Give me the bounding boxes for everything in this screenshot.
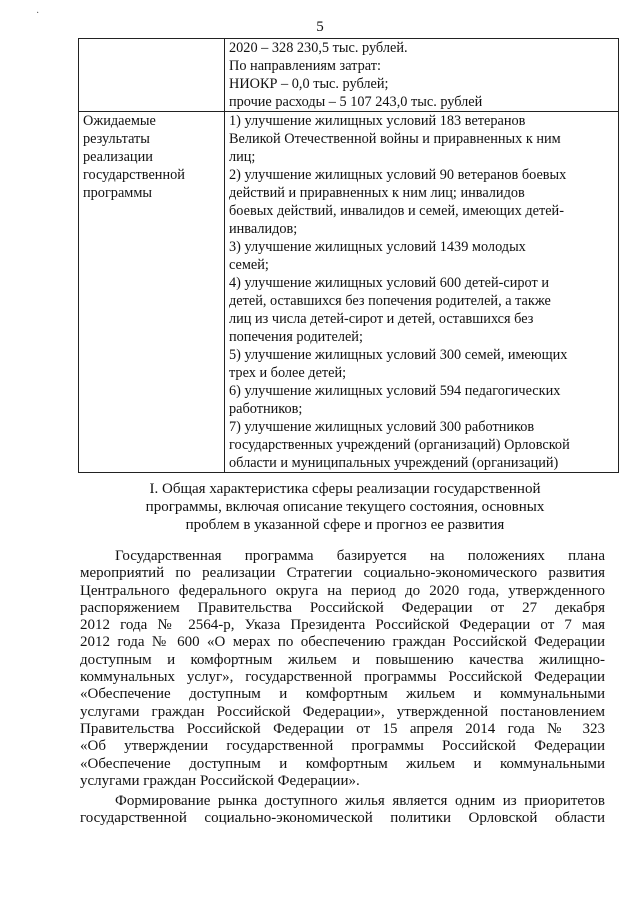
text-line: 1) улучшение жилищных условий 183 ветеранов	[229, 113, 526, 129]
paragraph-line: государственной социально-экономической политики Орловской области	[80, 810, 605, 827]
label-line: результаты	[83, 131, 150, 147]
text-line: боевых действий, инвалидов и семей, имеющих детей-	[229, 203, 564, 219]
paragraph-line: Правительства Российской Федерации от 15 апреля 2014 года № 323	[80, 720, 605, 737]
paragraph	[80, 793, 605, 828]
paragraph-line: «Обеспечение доступным и комфортным жильем и коммунальными	[80, 686, 605, 703]
row-label-cell	[79, 112, 225, 473]
text-line: трех и более детей;	[229, 365, 347, 381]
text-line: действий и приравненных к ним лиц; инвалидов	[229, 185, 525, 201]
section-heading	[80, 480, 610, 534]
heading-line: проблем в указанной сфере и прогноз ее развития	[185, 517, 505, 533]
text-line: лиц;	[229, 149, 256, 165]
row-label-cell	[79, 39, 225, 112]
paragraph-line: мероприятий по реализации Стратегии социально-экономического развития	[80, 565, 605, 582]
paragraph-line: 2012 года № 600 «О мерах по обеспечению граждан Российской Федерации	[80, 634, 605, 651]
paragraph-line: услугами граждан Российской Федерации».	[80, 772, 360, 789]
text-line: Великой Отечественной войны и приравненных к ним	[229, 131, 561, 147]
heading-line: I. Общая характеристика сферы реализации государственной	[149, 481, 541, 497]
row-value-cell	[225, 112, 619, 473]
paragraph-line: доступным и комфортным жильем и повышению качества жилищно-	[80, 651, 605, 668]
label-line: программы	[83, 185, 153, 201]
label-line: государственной	[83, 167, 185, 183]
paragraph-line: распоряжением Правительства Российской Федерации от 27 декабря	[80, 599, 605, 616]
row-value-cell	[225, 39, 619, 112]
text-line: инвалидов;	[229, 221, 298, 237]
text-line: 6) улучшение жилищных условий 594 педагогических	[229, 383, 561, 399]
text-line: прочие расходы – 5 107 243,0 тыс. рублей	[229, 94, 483, 110]
label-line: Ожидаемые	[83, 113, 156, 129]
text-line: работников;	[229, 401, 303, 417]
paragraph	[80, 548, 605, 790]
paragraph-line: 2012 года № 2564-р, Указа Президента Российской Федерации от 7 мая	[80, 617, 605, 634]
text-line: государственных учреждений (организаций) Орловской	[229, 437, 570, 453]
text-line: 5) улучшение жилищных условий 300 семей, имеющих	[229, 347, 568, 363]
text-line: НИОКР – 0,0 тыс. рублей;	[229, 76, 389, 92]
paragraph-line: Формирование рынка доступного жилья является одним из приоритетов	[115, 793, 605, 810]
table-row	[79, 39, 619, 112]
text-line: По направлениям затрат:	[229, 58, 381, 74]
paragraph-line: «Об утверждении государственной программы Российской Федерации	[80, 738, 605, 755]
page-number: 5	[316, 19, 324, 35]
text-line: 2) улучшение жилищных условий 90 ветеранов боевых	[229, 167, 567, 183]
label-line: реализации	[83, 149, 153, 165]
paragraph-line: коммунальных услуг», государственной программы Российской Федерации	[80, 669, 605, 686]
paragraph-line: «Обеспечение доступным и комфортным жильем и коммунальными	[80, 755, 605, 772]
scan-mark: ·	[36, 8, 40, 19]
text-line: детей, оставшихся без попечения родителей, а также	[229, 293, 551, 309]
text-line: попечения родителей;	[229, 329, 363, 345]
text-line: семей;	[229, 257, 269, 273]
body-text	[80, 548, 605, 828]
text-line: лиц из числа детей-сирот и детей, оставшихся без	[229, 311, 534, 327]
heading-line: программы, включая описание текущего состояния, основных	[145, 499, 545, 515]
text-line: 4) улучшение жилищных условий 600 детей-сирот и	[229, 275, 549, 291]
text-line: 2020 – 328 230,5 тыс. рублей.	[229, 40, 408, 56]
text-line: области и муниципальных учреждений (организаций)	[229, 455, 559, 471]
paragraph-line: Государственная программа базируется на положениях плана	[115, 548, 605, 564]
table-row	[79, 112, 619, 473]
text-line: 3) улучшение жилищных условий 1439 молодых	[229, 239, 526, 255]
text-line: 7) улучшение жилищных условий 300 работников	[229, 419, 535, 435]
paragraph-line: услугами граждан Российской Федерации», утвержденной постановлением	[80, 703, 605, 720]
program-passport-table	[78, 38, 619, 473]
paragraph-line: Центрального федерального округа на период до 2020 года, утвержденного	[80, 582, 605, 599]
